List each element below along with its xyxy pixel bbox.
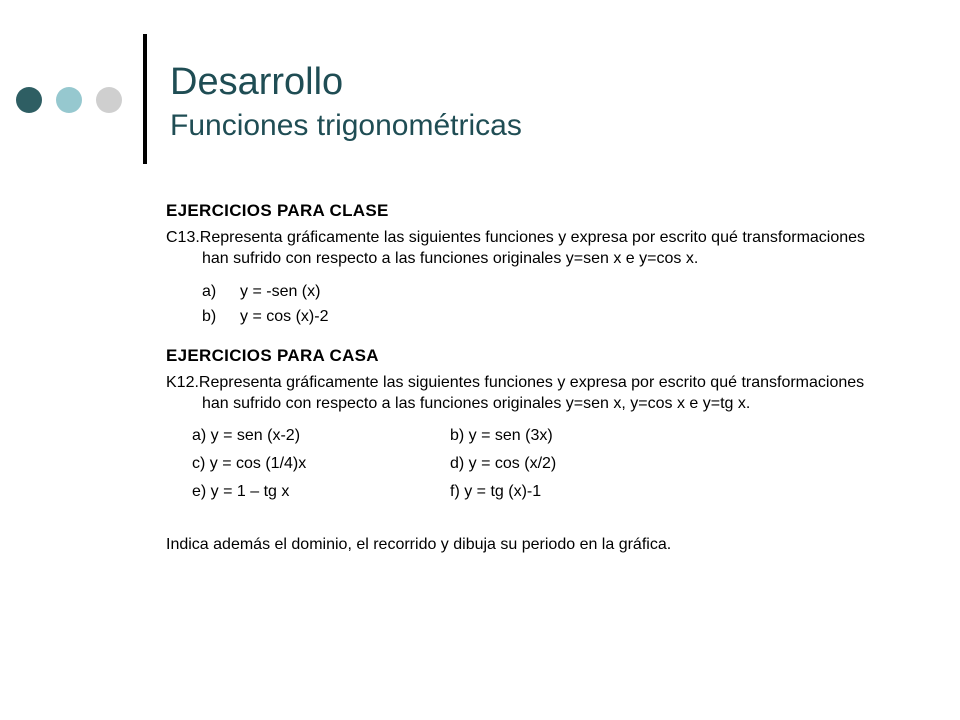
instruction-note: Indica además el dominio, el recorrido y dibuja su periodo en la gráfica. bbox=[166, 536, 672, 553]
function-item-a: a) y = sen (x-2) bbox=[192, 427, 301, 444]
slide-content bbox=[166, 200, 886, 555]
home-function-grid bbox=[192, 426, 886, 502]
class-exercises-section bbox=[166, 200, 886, 329]
decorative-dot-gray bbox=[96, 87, 122, 113]
list-item bbox=[202, 279, 886, 304]
home-exercises-heading: EJERCICIOS PARA CASA bbox=[166, 346, 379, 365]
decorative-dot-dark bbox=[16, 87, 42, 113]
function-expression: y = -sen (x) bbox=[240, 283, 321, 300]
function-item-d: d) y = cos (x/2) bbox=[450, 455, 557, 472]
function-item-c: c) y = cos (1/4)x bbox=[192, 455, 307, 472]
function-item-b: b) y = sen (3x) bbox=[450, 427, 553, 444]
list-item bbox=[202, 304, 886, 329]
decorative-dot-light bbox=[56, 87, 82, 113]
slide-subtitle: Funciones trigonométricas bbox=[170, 109, 522, 142]
list-marker: a) bbox=[202, 283, 217, 300]
class-exercises-heading: EJERCICIOS PARA CLASE bbox=[166, 201, 389, 220]
function-item-f: f) y = tg (x)-1 bbox=[450, 483, 542, 500]
exercise-k12: K12.Representa gráficamente las siguientes funciones y expresa por escrito qué transformaciones han sufrido con respecto a las funciones originales y=sen x, y=cos x e y=tg x. bbox=[166, 374, 865, 412]
list-marker: b) bbox=[202, 308, 217, 325]
class-function-list bbox=[202, 279, 886, 329]
home-exercises-section bbox=[166, 345, 886, 555]
exercise-c13: C13.Representa gráficamente las siguientes funciones y expresa por escrito qué transformaciones han sufrido con respecto a las funciones originales y=sen x e y=cos x. bbox=[166, 229, 866, 267]
slide-title: Desarrollo bbox=[170, 61, 344, 103]
function-item-e: e) y = 1 – tg x bbox=[192, 483, 290, 500]
title-divider bbox=[143, 34, 147, 164]
function-expression: y = cos (x)-2 bbox=[240, 308, 329, 325]
